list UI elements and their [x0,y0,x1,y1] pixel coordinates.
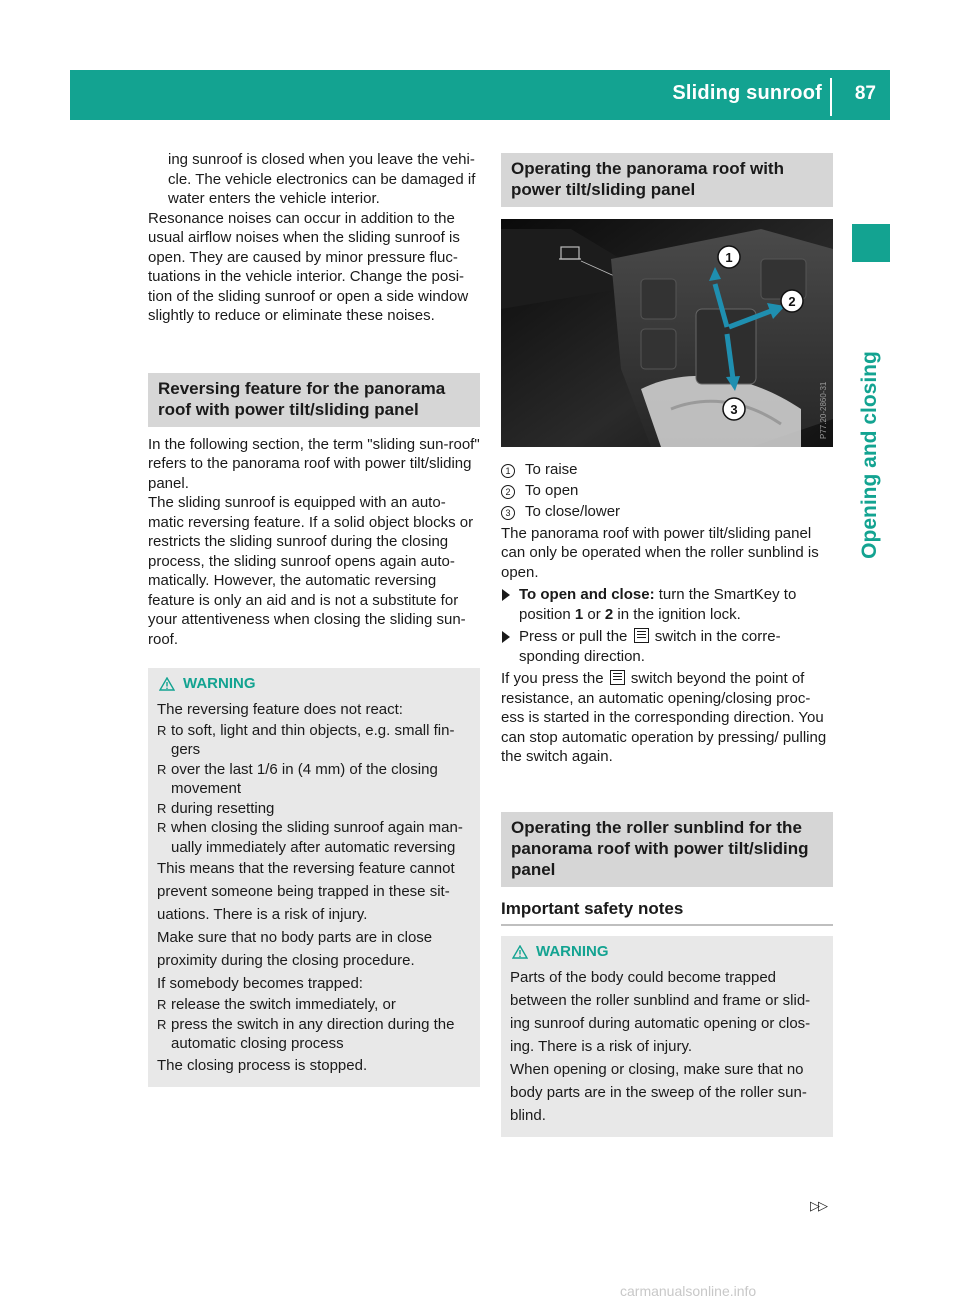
list-item [157,995,471,1015]
callout-text: To open [525,481,579,499]
list-item [157,1015,471,1054]
bullet-text: to soft, light and thin objects, e.g. small fin-gers [171,721,455,758]
roof-switch-photo [501,219,833,447]
bullet-icon: R [157,1016,167,1032]
section-heading-sunblind: Operating the roller sunblind for the panorama roof with power tilt/sliding panel [501,812,833,887]
svg-text:1: 1 [725,250,733,265]
svg-text:3: 3 [730,402,738,417]
roof-switch-icon [610,670,625,685]
reversing-para-2: The sliding sunroof is equipped with an auto-matic reversing feature. If a solid object blocks or restricts the sliding sunroof during the closing process, the sliding sunroof opens again auto-matically. However, the automatic reversing feature is only an aid and is not a substitute for your attentiveness when closing the sliding sun-roof. [148,494,474,648]
warning-box-reversing [148,668,480,1087]
reversing-para-1: In the following section, the term "sliding sun-roof" refers to the panorama roof with power tilt/sliding panel. [148,435,480,492]
bullet-text: during resetting [171,799,275,817]
step-arrow-icon [502,631,510,643]
step-text: or [583,605,605,623]
header-divider [830,78,832,116]
warning-paragraph: Parts of the body could become trapped between the roller sunblind and frame or slid-ing sunroof during automatic opening or clos-ing. There is a risk of injury. [510,968,811,1055]
warning-heading [510,942,824,962]
side-tab-marker [852,224,890,262]
subheading-safety-notes: Important safety notes [501,899,833,927]
image-code: P77.20-2860-31 [819,381,828,439]
svg-text:2: 2 [788,294,796,309]
callout-text: To close/lower [525,502,621,520]
list-item [157,818,471,857]
position-2: 2 [604,605,614,623]
list-item [501,459,833,480]
step-text: Press or pull the [519,628,632,645]
list-item [157,760,471,799]
right-column [501,150,833,1137]
warning-paragraph: Make sure that no body parts are in close proximity during the closing procedure. [157,929,433,969]
warning-triangle-icon [159,677,175,691]
bullet-text: release the switch immediately, or [171,996,396,1013]
bullet-icon: R [157,761,167,777]
callout-text: To raise [525,460,578,478]
bullet-icon: R [157,800,167,816]
warning-triangle-icon [512,945,528,959]
warning-box-sunblind [501,936,833,1137]
section-heading-reversing: Reversing feature for the panorama roof with power tilt/sliding panel [148,373,480,427]
list-item [501,480,833,501]
section-heading-operating: Operating the panorama roof with power tilt/sliding panel [501,153,833,207]
step-label: To open and close: [519,586,655,603]
bullet-icon: R [157,997,167,1012]
operating-paragraph: The panorama roof with power tilt/sliding panel can only be operated when the roller sunblind is open. [501,524,819,581]
intro-continuation: ing sunroof is closed when you leave the vehi-cle. The vehicle electronics can be damaged if water enters the vehicle interior. [168,151,476,207]
list-item [157,721,471,760]
step-text: in the ignition lock. [613,605,741,623]
list-item [501,501,833,522]
bullet-icon: R [157,722,167,738]
paragraph-text: If you press the [501,670,608,687]
warning-paragraph: The closing process is stopped. [157,1056,368,1074]
warning-label: WARNING [183,675,256,692]
callout-list [501,459,833,522]
roof-switch-icon [634,628,649,643]
bullet-text: press the switch in any direction during the automatic closing process [171,1015,455,1052]
paragraph-text: switch beyond the point of resistance, an automatic opening/closing proc-ess is started in the corresponding direction. You can stop automatic operation by pressing/ pulling the switch again. [501,670,827,765]
page-number: 87 [854,83,876,104]
step-text: turn the SmartKey to position [519,586,797,623]
warning-heading [157,674,471,694]
side-tab [842,270,898,640]
step-text: switch in the corre-sponding direction. [519,628,781,665]
watermark: carmanualsonline.info [620,1283,757,1299]
warning-paragraph: This means that the reversing feature cannot prevent someone being trapped in these sit-uations. There is a risk of injury. [157,860,455,923]
warning-intro: The reversing feature does not react: [157,700,403,718]
callout-number: 2 [501,485,515,499]
list-item [157,799,471,819]
step-arrow-icon [502,589,510,601]
continued-icon: ▷▷ [810,1198,826,1213]
left-column [148,150,480,1087]
warning-paragraph: When opening or closing, make sure that no body parts are in the sweep of the roller sun-blind. [510,1060,807,1124]
bullet-text: when closing the sliding sunroof again man-ually immediately after automatic reversing [171,819,463,856]
callout-number: 1 [501,464,515,478]
resonance-paragraph: Resonance noises can occur in addition to the usual airflow noises when the sliding sunroof is open. They are caused by minor pressure fluc-tuations in the vehicle interior. Change the posi-tion of the sliding sunroof or open a side window slightly to reduce or eliminate these noises. [148,209,469,324]
bullet-text: over the last 1/6 in (4 mm) of the closing movement [171,760,438,797]
side-tab-label: Opening and closing [858,351,881,559]
bullet-icon: R [157,820,167,835]
automatic-operation-paragraph [501,669,833,767]
callout-number: 3 [501,506,515,520]
warning-paragraph: If somebody becomes trapped: [157,975,363,992]
position-1: 1 [574,605,584,623]
page-section-title: Sliding sunroof [672,82,822,104]
step-press-switch [501,627,833,666]
header-bar [70,70,890,120]
warning-label: WARNING [536,943,609,960]
step-open-close [501,585,833,624]
